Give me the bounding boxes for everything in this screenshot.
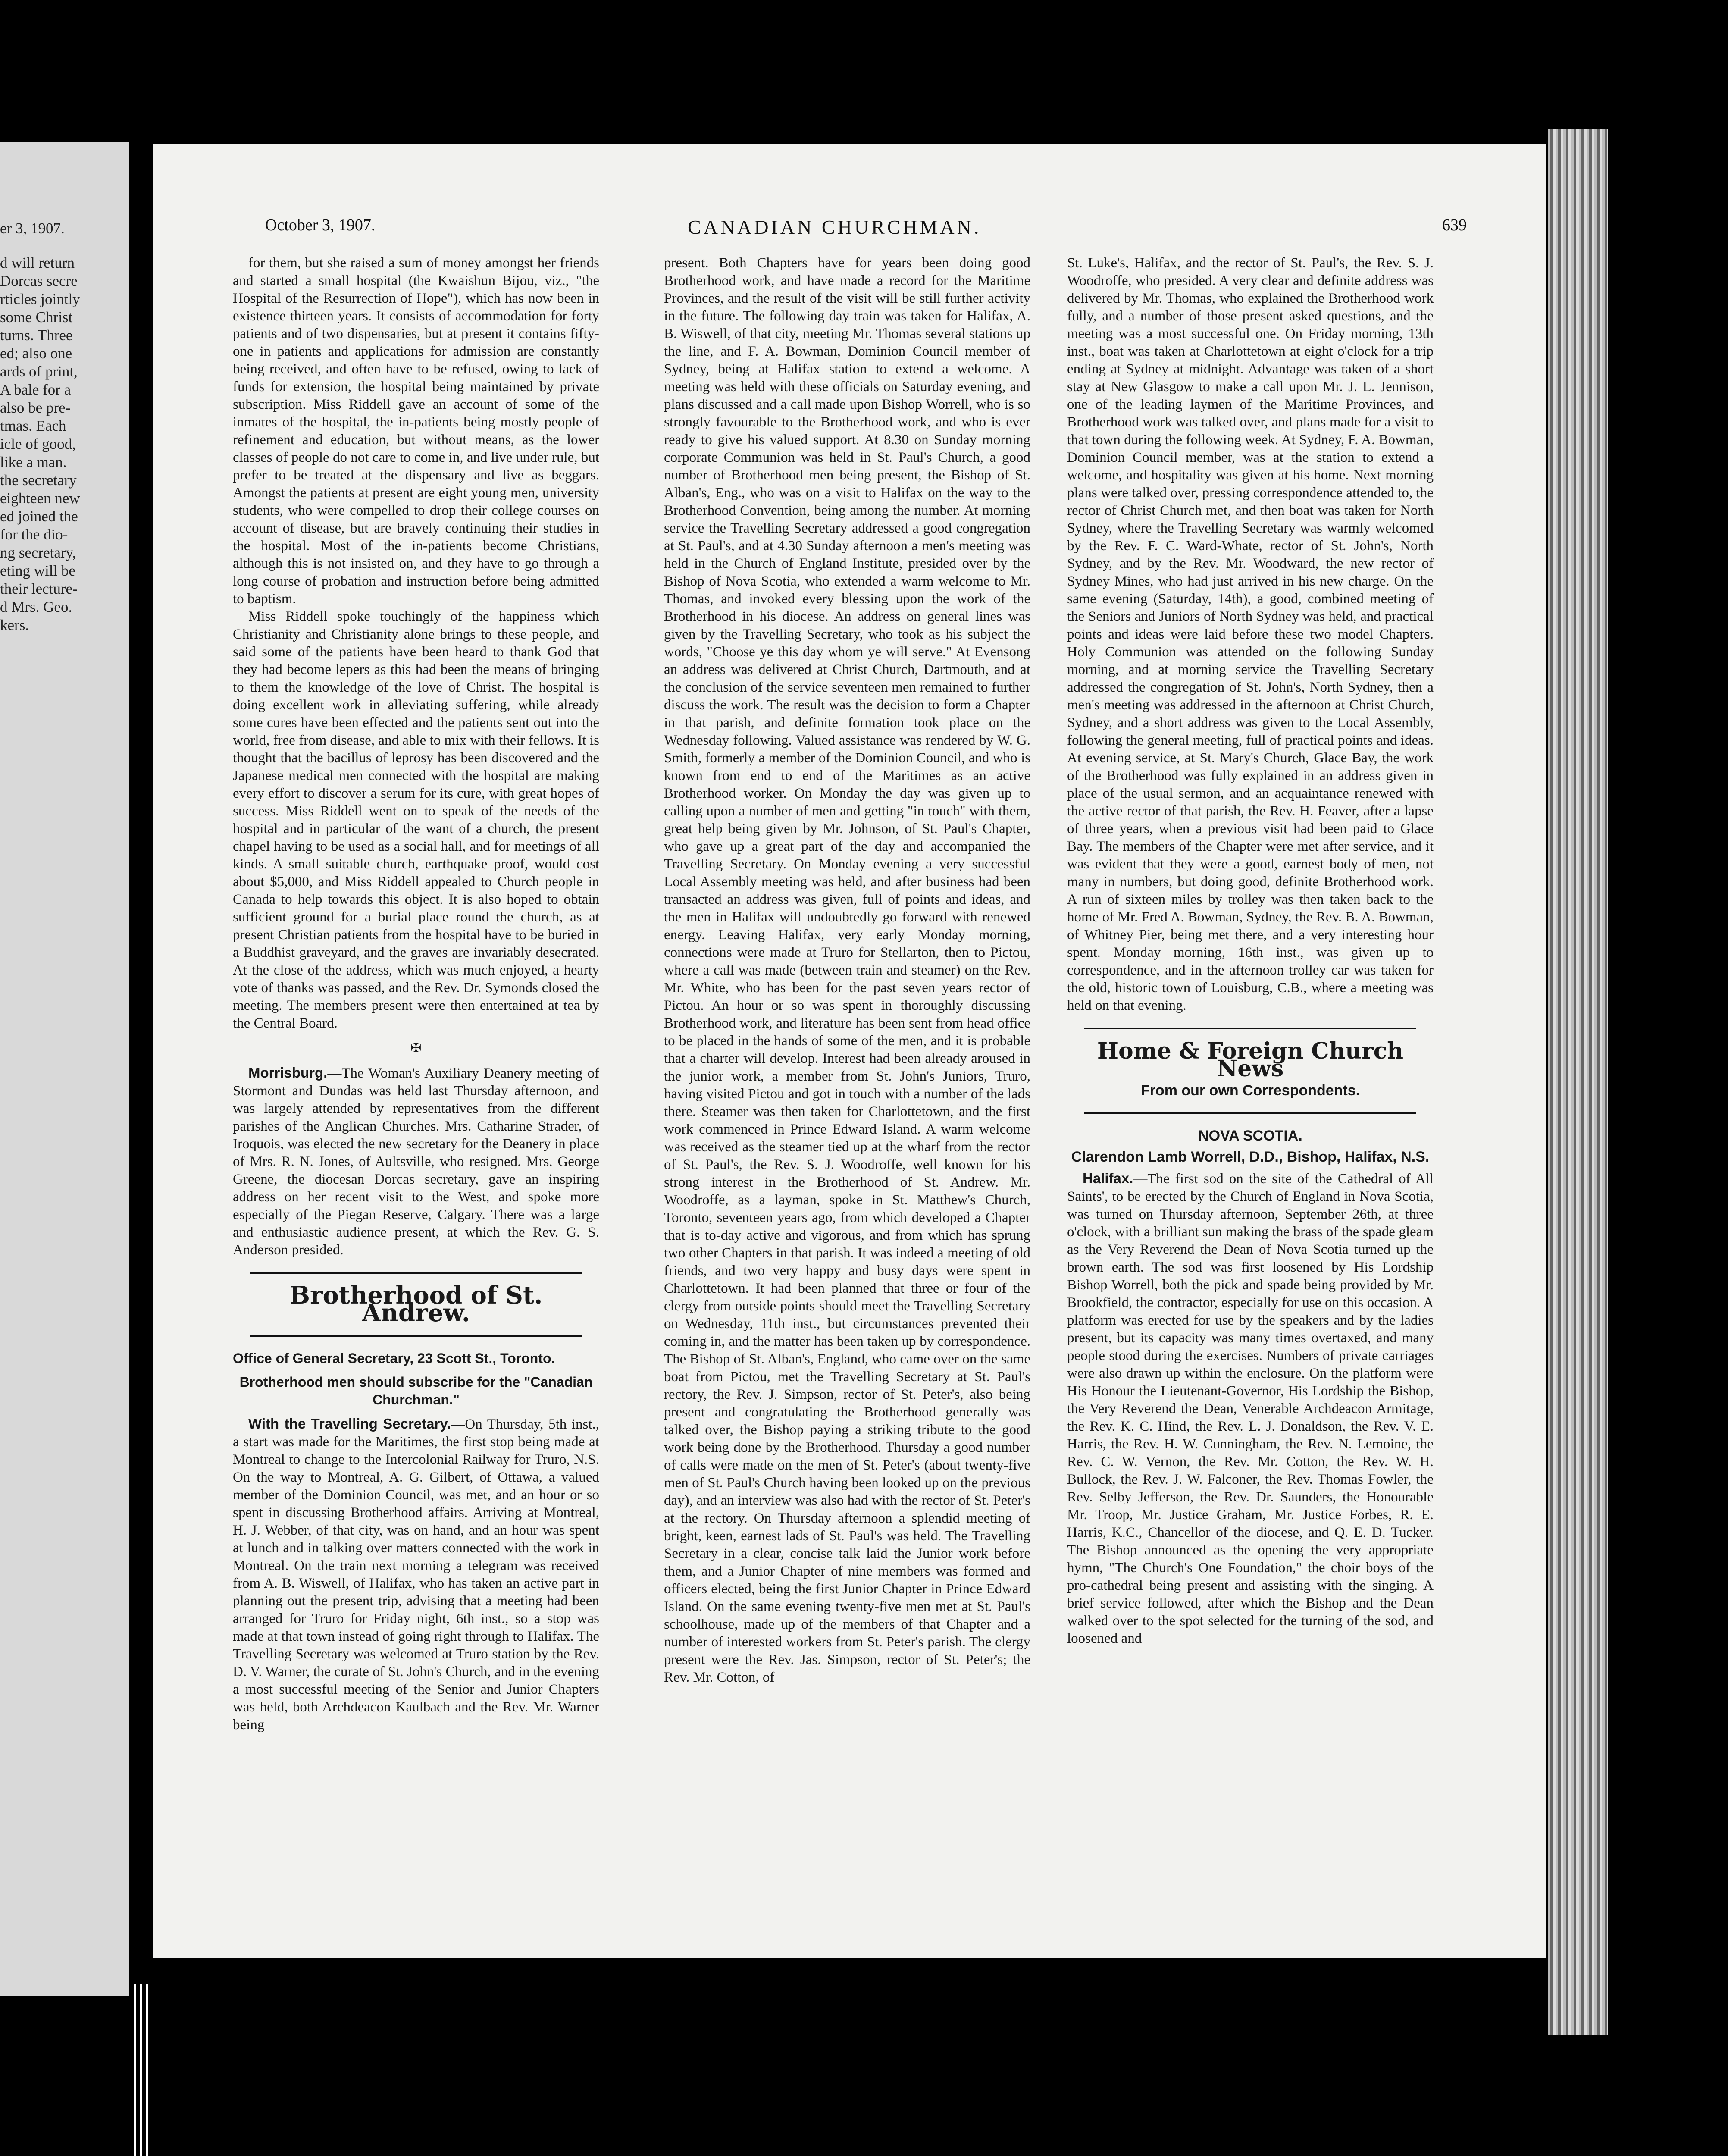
correspondents-subtitle: From our own Correspondents. xyxy=(1140,1082,1360,1099)
page-number: 639 xyxy=(1442,216,1467,234)
divider xyxy=(250,1335,582,1337)
previous-page-line: like a man. xyxy=(0,454,67,470)
previous-page-line: their lecture- xyxy=(0,580,78,597)
previous-page-line: ed; also one xyxy=(0,345,72,362)
previous-page-line: ng secretary, xyxy=(0,544,76,561)
column-3 xyxy=(1067,254,1434,1648)
previous-page-line: rticles jointly xyxy=(0,291,80,307)
brotherhood-section-title: Brotherhood of St. Andrew. xyxy=(289,1281,543,1327)
leper-hospital-paragraph-2: Miss Riddell spoke touchingly of the happiness which Christianity and Christianity alone brings to these people, and said some of the patients have been heard to thank God that they had become lepers as this had been the means of bringing to them the knowledge of the love of Christ. The hospital is doing excellent work in alleviating suffering, while already some cures have been effected and the patients sent out into the world, free from disease, and able to mix with their fellows. It is thought that the bacillus of leprosy has been discovered and the Japanese medical men connected with the hospital are making every effort to discover a serum for its cure, with great hopes of success. Miss Riddell went on to speak of the needs of the hospital and in particular of the want of a church, the present chapel having to be used as a social hall, and for meetings of all kinds. A small suitable church, earthquake proof, would cost about $5,000, and Miss Riddell appealed to Church people in Canada to help towards this object. It is also hoped to obtain sufficient ground for a burial place round the church, as at present Christian patients from the hospital have to be buried in a Buddhist graveyard, and the graves are invariably desecrated. At the close of the address, which was much enjoyed, a hearty vote of thanks was passed, and the Rev. Dr. Symonds closed the meeting. The members present were then entertained at tea by the Central Board. xyxy=(233,609,599,1031)
subscribe-notice: Brotherhood men should subscribe for the "Canadian Churchman." xyxy=(239,1374,593,1407)
column-1 xyxy=(233,254,599,1734)
previous-page-line: for the dio- xyxy=(0,526,68,543)
previous-page-strip xyxy=(0,142,129,1996)
maritime-report: St. Luke's, Halifax, and the rector of St. Paul's, the Rev. S. J. Woodroffe, who presided. A very clear and definite address was delivered by Mr. Thomas, who explained the Brotherhood work fully, and a number of those present asked questions, and the meeting was a most successful one. On Friday morning, 13th inst., boat was taken at Charlottetown at eight o'clock for a trip ending at Sydney at midnight. Advantage was taken of a short stay at New Glasgow to make a call upon Mr. J. L. Jennison, one of the leading laymen of the Maritime Provinces, and Brotherhood work was talked over, and plans made for a visit to that town during the following week. At Sydney, F. A. Bowman, Dominion Council member, was at the station to extend a welcome, and hospitality was given at his home. Next morning plans were talked over, pressing correspondence attended to, the rector of Christ Church met, and then boat was taken for North Sydney, where the Travelling Secretary was warmly welcomed by the Rev. F. C. Ward-Whate, rector of St. John's, North Sydney, and by the Rev. Mr. Woodward, the new rector of Sydney Mines, who had just arrived in his new charge. On the same evening (Saturday, 14th), a good, combined meeting of the Seniors and Juniors of North Sydney was held, and practical points and ideas were laid before these two model Chapters. Holy Communion was attended on the following Sunday morning, and at morning service the Travelling Secretary addressed the congregation of St. John's, North Sydney, then a men's meeting was addressed in the afternoon at Christ Church, Sydney, and a short address was given to the Local Assembly, following the general meeting, full of practical points and ideas. At evening service, at St. Mary's Church, Glace Bay, the work of the Brotherhood was fully explained in an address given in place of the usual sermon, and an acquaintance renewed with the active rector of that parish, the Rev. H. Feaver, after a lapse of three years, when a previous visit had been paid to Glace Bay. The members of the Chapter were met after service, and it was evident that they were a good, earnest body of men, not many in numbers, but doing good, definite Brotherhood work. A run of sixteen miles by trolley was then taken back to the home of Mr. Fred A. Bowman, Sydney, the Rev. B. A. Bowman, of Whitney Pier, being met there, and a very interesting hour spent. Monday morning, 16th inst., was given up to correspondence, and in the afternoon trolley car was taken for the old, historic town of Louisburg, C.B., where a meeting was held on that evening. xyxy=(1067,255,1434,1013)
divider xyxy=(1084,1028,1416,1029)
halifax-text: —The first sod on the site of the Cathedral of All Saints', to be erected by the Church of England in Nova Scotia, was turned on Thursday afternoon, September 26th, at three o'clock, with a brilliant sun making the brass of the spade gleam as the Very Reverend the Dean of Nova Scotia turned up the brown earth. The sod was first loosened by His Lordship Bishop Worrell, both the pick and spade being provided by Mr. Brookfield, the contractor, especially for use on this occasion. A platform was erected for use by the speakers and by the ladies present, but its capacity was many times overtaxed, and many people stood during the exercises. Numbers of private carriages were also drawn up within the enclosure. On the platform were His Honour the Lieutenant-Governor, His Lordship the Bishop, the Very Reverend the Dean, Venerable Archdeacon Armitage, the Rev. K. C. Hind, the Rev. L. J. Donaldson, the Rev. V. E. Harris, the Rev. H. W. Cunningham, the Rev. N. Lemoine, the Rev. C. W. Vernon, the Rev. Mr. Cotton, the Rev. W. H. Bullock, the Rev. J. W. Falconer, the Rev. Thomas Fowler, the Rev. Selby Jefferson, the Rev. Dr. Saunders, the Honourable Mr. Troop, Mr. Justice Graham, Mr. Justice Forbes, R. E. Harris, K.C., Chancellor of the diocese, and Q. E. D. Tucker. The Bishop announced as the opening the very appropriate hymn, "The Church's One Foundation," the choir boys of the pro-cathedral being present and assisting with the singing. A brief service followed, after which the Bishop and the Dean walked over to the spot selected for the turning of the sod, and loosened and xyxy=(1067,1171,1434,1646)
province-heading: NOVA SCOTIA. xyxy=(1198,1128,1302,1144)
morrisburg-text: —The Woman's Auxiliary Deanery meeting of Stormont and Dundas was held last Thursday afternoon, and was largely attended by representatives from the different parishes of the Anglican Churches. Mrs. Catharine Strader, of Iroquois, was elected the new secretary for the Deanery in place of Mrs. R. N. Jones, of Aultsville, who resigned. Mrs. George Greene, the diocesan Dorcas secretary, gave an inspiring address on her recent visit to the West, and spoke more especially of the Piegan Reserve, Calgary. There was a large and enthusiastic audience present, at which the Rev. G. S. Anderson presided. xyxy=(233,1065,599,1258)
previous-page-line: d Mrs. Geo. xyxy=(0,599,72,615)
divider xyxy=(1084,1112,1416,1114)
previous-page-line: turns. Three xyxy=(0,327,73,344)
morrisburg-lead: Morrisburg. xyxy=(248,1065,328,1081)
church-news-title: Home & Foreign Church News xyxy=(1097,1038,1404,1082)
previous-page-line: eighteen new xyxy=(0,490,80,507)
bishop-heading: Clarendon Lamb Worrell, D.D., Bishop, Halifax, N.S. xyxy=(1071,1149,1430,1165)
halifax-item xyxy=(1067,1169,1434,1648)
previous-page-date: er 3, 1907. xyxy=(0,220,65,237)
brotherhood-report: present. Both Chapters have for years been doing good Brotherhood work, and have made a record for the Maritime Provinces, and the result of the visit will be still further activity in the future. The following day train was taken for Halifax, A. B. Wiswell, of that city, meeting Mr. Thomas several stations up the line, and F. A. Bowman, Dominion Council member of Sydney, being at Halifax station to extend a welcome. A meeting was held with these officials on Saturday evening, and plans discussed and a call made upon Bishop Worrell, who is so strongly favourable to the Brotherhood work, and who is ever ready to give his valued support. At 8.30 on Sunday morning corporate Communion was held in St. Paul's Church, a good number of Brotherhood men being present, the Bishop of St. Alban's, Eng., who was on a visit to Halifax on the way to the Brotherhood Convention, being among the number. At morning service the Travelling Secretary addressed a good congregation at St. Paul's, and at 4.30 Sunday afternoon a men's meeting was held in the Church of England Institute, presided over by the Bishop of Nova Scotia, who extended a warm welcome to Mr. Thomas, and invoked every blessing upon the work of the Brotherhood in his diocese. An address on general lines was given by the Travelling Secretary, who took as his subject the words, "Choose ye this day whom ye will serve." At Evensong an address was delivered at Christ Church, Dartmouth, and at the conclusion of the service seventeen men remained to further discuss the work. The result was the decision to form a Chapter in that parish, and definite formation took place on the Wednesday following. Valued assistance was rendered by W. G. Smith, formerly a member of the Dominion Council, and who is known from end to end of the Maritimes as an active Brotherhood worker. On Monday the day was given up to calling upon a number of men and getting "in touch" with them, great help being given by Mr. Johnson, of St. Paul's Chapter, who gave up a great part of the day and accompanied the Travelling Secretary. On Monday evening a very successful Local Assembly meeting was held, and after business had been transacted an address was given, full of points and ideas, and the men in Halifax will undoubtedly go forward with renewed energy. Leaving Halifax, very early Monday morning, connections were made at Truro for Stellarton, then to Pictou, where a call was made (between train and steamer) on the Rev. Mr. White, who has been for the past seven years rector of Pictou. An hour or so was spent in thoroughly discussing Brotherhood work, and literature has been sent from head office to be placed in the hands of some of the men, and it is probable that a charter will develop. Interest had been already aroused in the junior work, a member from St. John's Juniors, Truro, having visited Pictou and got in touch with a number of the lads there. Steamer was then taken for Charlottetown, and the first work commenced in Prince Edward Island. A warm welcome was received as the steamer tied up at the wharf from the rector of St. Paul's, the Rev. S. J. Woodroffe, well known for his strong interest in the Brotherhood of St. Andrew. Mr. Woodroffe, as a layman, spoke in St. Matthew's Church, Toronto, seventeen years ago, from which developed a Chapter that is to-day active and vigorous, and from which has sprung two other Chapters in that parish. It was indeed a meeting of old friends, and two very happy and busy days were spent in Charlottetown. It had been planned that three or four of the clergy from outside points should meet the Travelling Secretary on Wednesday, 11th inst., but circumstances prevented their coming in, and the matter has been taken up by correspondence. The Bishop of St. Alban's, England, who came over on the same boat from Pictou, met the Travelling Secretary at St. Paul's rectory, the Rev. J. Simpson, rector of St. Peter's, also being present and congratulating the Brotherhood generally was talked over, the Bishop paying a striking tribute to the good work being done by the Brotherhood. Thursday a good number of calls were made on the men of St. Peter's (about twenty-five men of St. Paul's Church having been looked up on the previous day), and an interview was also had with the rector of St. Peter's at the rectory. On Thursday afternoon a splendid meeting of bright, keen, earnest lads of St. Paul's was held. The Travelling Secretary in a clear, concise talk laid the Junior work before them, and a Junior Chapter of nine members was formed and officers elected, being the first Junior Chapter in Prince Edward Island. On the same evening twenty-five men met at St. Paul's schoolhouse, made up of the members of that Chapter and a number of interested workers from St. Peter's parish. The clergy present were the Rev. Jas. Simpson, rector of St. Peter's; the Rev. Mr. Cotton, of xyxy=(664,255,1030,1685)
page-edge xyxy=(1548,129,1608,2035)
previous-page-line: A bale for a xyxy=(0,381,71,398)
previous-page-line: kers. xyxy=(0,617,29,633)
masthead: CANADIAN CHURCHMAN. xyxy=(688,216,982,238)
previous-page-line: tmas. Each xyxy=(0,417,66,434)
travelling-lead: With the Travelling Secretary. xyxy=(248,1416,451,1432)
film-sprocket-marks xyxy=(134,1984,151,2156)
divider xyxy=(250,1272,582,1274)
previous-page-line: also be pre- xyxy=(0,399,71,416)
office-line: Office of General Secretary, 23 Scott St., Toronto. xyxy=(233,1351,555,1366)
previous-page-line: some Christ xyxy=(0,309,73,326)
column-2 xyxy=(664,254,1030,1686)
previous-page-line: ards of print, xyxy=(0,363,78,380)
travelling-secretary-item xyxy=(233,1415,599,1734)
previous-page-line: eting will be xyxy=(0,562,75,579)
page-date: October 3, 1907. xyxy=(265,216,376,234)
ornament: ✠ xyxy=(410,1041,422,1055)
previous-page-line: d will return xyxy=(0,254,75,271)
previous-page-line: the secretary xyxy=(0,472,77,489)
halifax-lead: Halifax. xyxy=(1083,1170,1133,1186)
previous-page-line: icle of good, xyxy=(0,436,76,452)
previous-page-line: Dorcas secre xyxy=(0,273,78,289)
leper-hospital-paragraph: for them, but she raised a sum of money amongst her friends and started a small hospital (the Kwaishun Bijou, viz., "the Hospital of the Resurrection of Hope"), which has now been in existence thirteen years. It consists of accommodation for forty patients and of two dispensaries, but at present it contains fifty-one in patients and applications for admission are constantly being received, and often have to be refused, owing to lack of funds for extension, the hospital being maintained by private subscription. Miss Riddell gave an account of some of the inmates of the hospital, the in-patients being mostly people of refinement and education, but without means, as the lower classes of people do not care to come in, and live under rule, but prefer to be treated at the dispensary and live as beggars. Amongst the patients at present are eight young men, university students, who were compelled to drop their college courses on account of disease, but are bravely continuing their studies in the hospital. Most of the in-patients become Christians, although this is not insisted on, and they have to go through a long course of probation and instruction before being admitted to baptism. xyxy=(233,255,599,607)
newspaper-page xyxy=(153,144,1546,1958)
morrisburg-item xyxy=(233,1064,599,1259)
travelling-text: —On Thursday, 5th inst., a start was made for the Maritimes, the first stop being made at Montreal to change to the Intercolonial Railway for Truro, N.S. On the way to Montreal, A. G. Gilbert, of Ottawa, a valued member of the Dominion Council, was met, and an hour or so spent in discussing Brotherhood affairs. Arriving at Montreal, H. J. Webber, of that city, was on hand, and an hour was spent at lunch and in talking over matters connected with the work in Montreal. On the train next morning a telegram was received from A. B. Wiswell, of Halifax, who has taken an active part in planning out the present trip, advising that a meeting had been arranged for Truro for Friday night, 6th inst., so a stop was made at that town instead of going right through to Halifax. The Travelling Secretary was welcomed at Truro station by the Rev. D. V. Warner, the curate of St. John's Church, and in the evening a most successful meeting of the Senior and Junior Chapters was held, both Archdeacon Kaulbach and the Rev. Mr. Warner being xyxy=(233,1416,600,1733)
previous-page-line: ed joined the xyxy=(0,508,78,525)
